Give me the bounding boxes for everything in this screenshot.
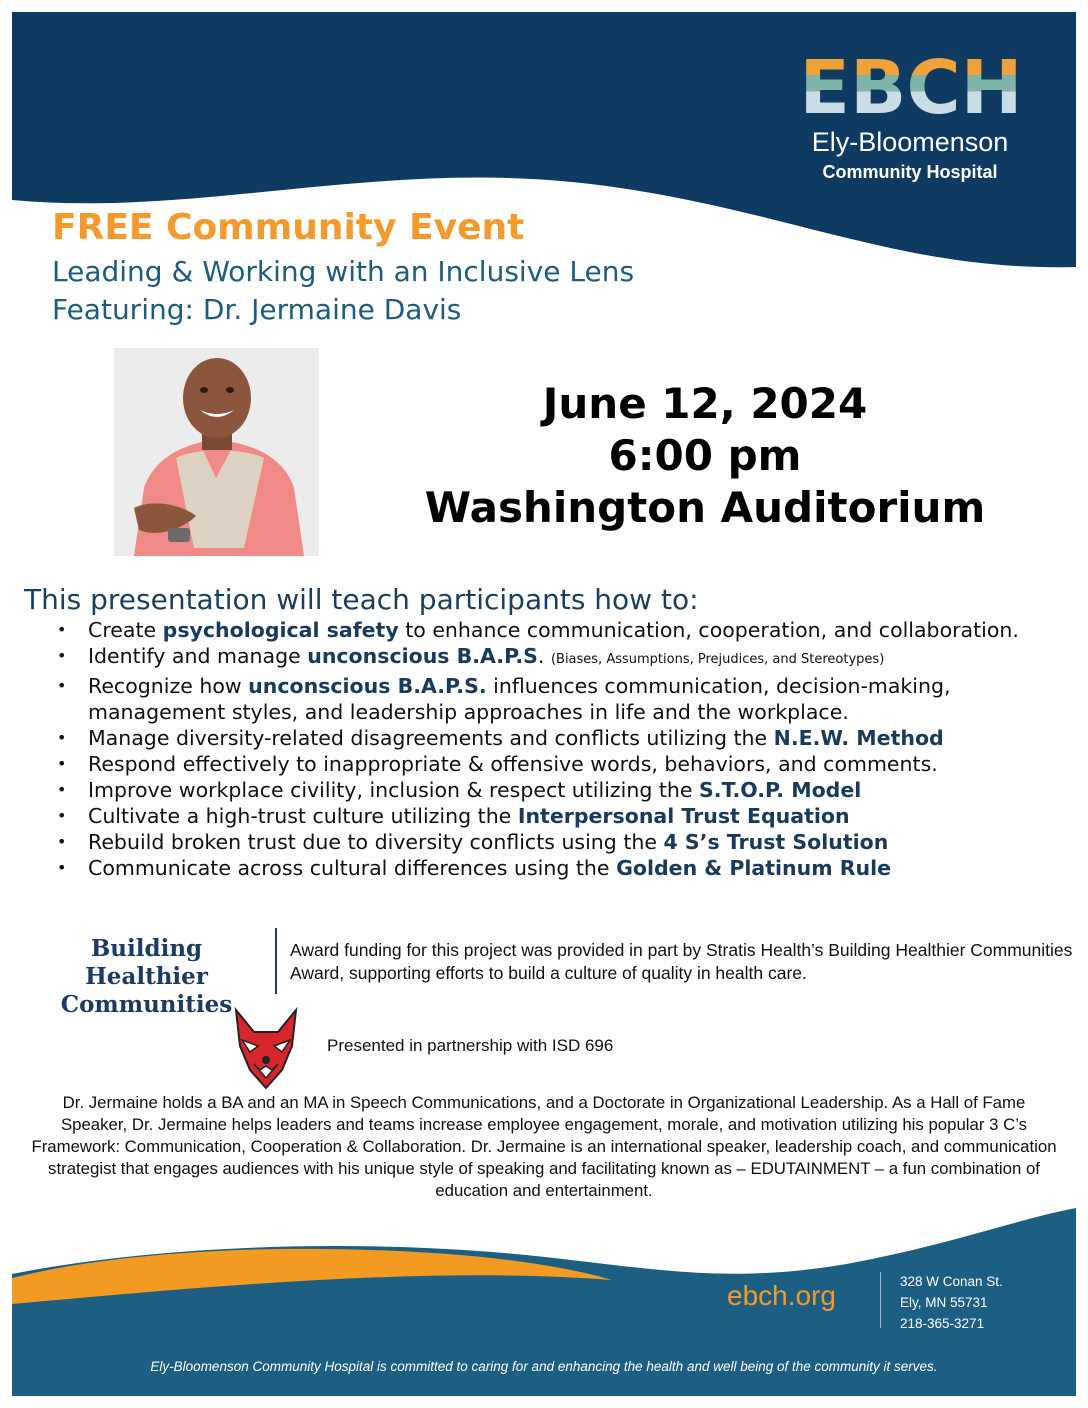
- logo-mark: [790, 45, 1030, 131]
- divider: [275, 928, 277, 994]
- bullet-icon: •: [57, 858, 67, 877]
- logo-name: Ely-Bloomenson: [811, 127, 1009, 157]
- list-item: [52, 617, 1072, 643]
- item-emphasis: Golden & Platinum Rule: [616, 856, 892, 880]
- list-item: [52, 643, 1072, 673]
- event-title: FREE Community Event: [52, 207, 525, 248]
- logo-letter: B: [849, 45, 905, 131]
- featuring-line: Featuring: Dr. Jermaine Davis: [52, 293, 462, 326]
- item-text: Recognize how: [88, 674, 249, 698]
- item-text: to enhance communication, cooperation, and collaboration.: [398, 618, 1019, 642]
- fox-mascot-icon: [228, 1006, 304, 1090]
- item-emphasis: 4 S’s Trust Solution: [663, 830, 889, 854]
- footer-tagline: Ely-Bloomenson Community Hospital is committed to caring for and enhancing the health and well being of the community it serves.: [150, 1359, 938, 1374]
- event-date: June 12, 2024: [542, 379, 868, 428]
- logo-subtitle: Community Hospital: [822, 162, 998, 182]
- list-item: [52, 751, 1072, 777]
- item-text: Identify and manage: [88, 644, 308, 668]
- item-text: Respond effectively to inappropriate & offensive words, behaviors, and comments.: [88, 752, 938, 776]
- item-text: Rebuild broken trust due to diversity conflicts using the: [88, 830, 664, 854]
- event-subtitle: Leading & Working with an Inclusive Lens: [52, 255, 635, 288]
- logo-letter: H: [960, 45, 1021, 131]
- event-details: [405, 378, 1005, 534]
- list-item: [52, 803, 1072, 829]
- bhc-logo-line: Communities: [60, 991, 233, 1018]
- bullet-icon: •: [57, 728, 67, 747]
- item-text: Improve workplace civility, inclusion & respect utilizing the: [88, 778, 700, 802]
- event-location: Washington Auditorium: [424, 483, 986, 532]
- ebch-logo: [790, 45, 1030, 183]
- award-text: Award funding for this project was provided in part by Stratis Health’s Building Healthier Communities Award, supporting efforts to build a culture of quality in health care.: [290, 940, 1073, 983]
- item-text: influences communication, decision-making, management styles, and leadership approaches in life and the workplace.: [88, 674, 951, 724]
- item-note: (Biases, Assumptions, Prejudices, and Stereotypes): [550, 652, 885, 667]
- item-emphasis: unconscious B.A.P.S: [307, 644, 538, 668]
- item-text: Create: [88, 618, 163, 642]
- item-emphasis: psychological safety: [162, 618, 399, 642]
- item-text: Cultivate a high-trust culture utilizing the: [88, 804, 518, 828]
- phone-number: 218-365-3271: [900, 1316, 985, 1331]
- bullet-icon: •: [57, 646, 67, 665]
- website-link[interactable]: ebch.org: [727, 1280, 836, 1311]
- item-text: Manage diversity-related disagreements and conflicts utilizing the: [88, 726, 774, 750]
- item-text: Communicate across cultural differences using the: [88, 856, 617, 880]
- item-emphasis: unconscious B.A.P.S.: [248, 674, 487, 698]
- list-item: [52, 725, 1072, 751]
- logo-letter: C: [906, 45, 959, 131]
- bullet-icon: •: [57, 780, 67, 799]
- contact-info: [900, 1271, 1003, 1334]
- item-emphasis: S.T.O.P. Model: [699, 778, 862, 802]
- bullet-icon: •: [57, 806, 67, 825]
- list-item: [52, 829, 1072, 855]
- item-text: .: [537, 644, 551, 668]
- address-line: 328 W Conan St.: [900, 1274, 1003, 1289]
- objectives-heading: This presentation will teach participants how to:: [24, 583, 699, 616]
- item-emphasis: Interpersonal Trust Equation: [517, 804, 850, 828]
- list-item: [52, 777, 1072, 803]
- speaker-photo: [114, 348, 319, 556]
- speaker-bio: Dr. Jermaine holds a BA and an MA in Speech Communications, and a Doctorate in Organizational Leadership. As a Hall of Fame Speaker, Dr. Jermaine helps leaders and teams increase employee engagement, morale, and motivation utilizing his popular 3 C’s Framework: Communication, Cooperation & Collaboration. Dr. Jermaine is an international speaker, leadership coach, and communication strategist that engages audiences with his unique style of speaking and facilitating known as – EDUTAINMENT – a fun combination of education and entertainment.: [31, 1093, 1057, 1200]
- objectives-list: [52, 617, 1072, 881]
- bhc-logo-line: Building Healthier: [85, 935, 208, 990]
- list-item: [52, 673, 1072, 725]
- bullet-icon: •: [57, 620, 67, 639]
- bullet-icon: •: [57, 754, 67, 773]
- divider: [880, 1272, 881, 1328]
- partnership-text: Presented in partnership with ISD 696: [327, 1036, 614, 1055]
- item-emphasis: N.E.W. Method: [773, 726, 944, 750]
- list-item: [52, 855, 1072, 881]
- bullet-icon: •: [57, 676, 67, 695]
- logo-letter: E: [799, 45, 848, 131]
- event-time: 6:00 pm: [608, 431, 802, 480]
- bullet-icon: •: [57, 832, 67, 851]
- address-line: Ely, MN 55731: [900, 1295, 988, 1310]
